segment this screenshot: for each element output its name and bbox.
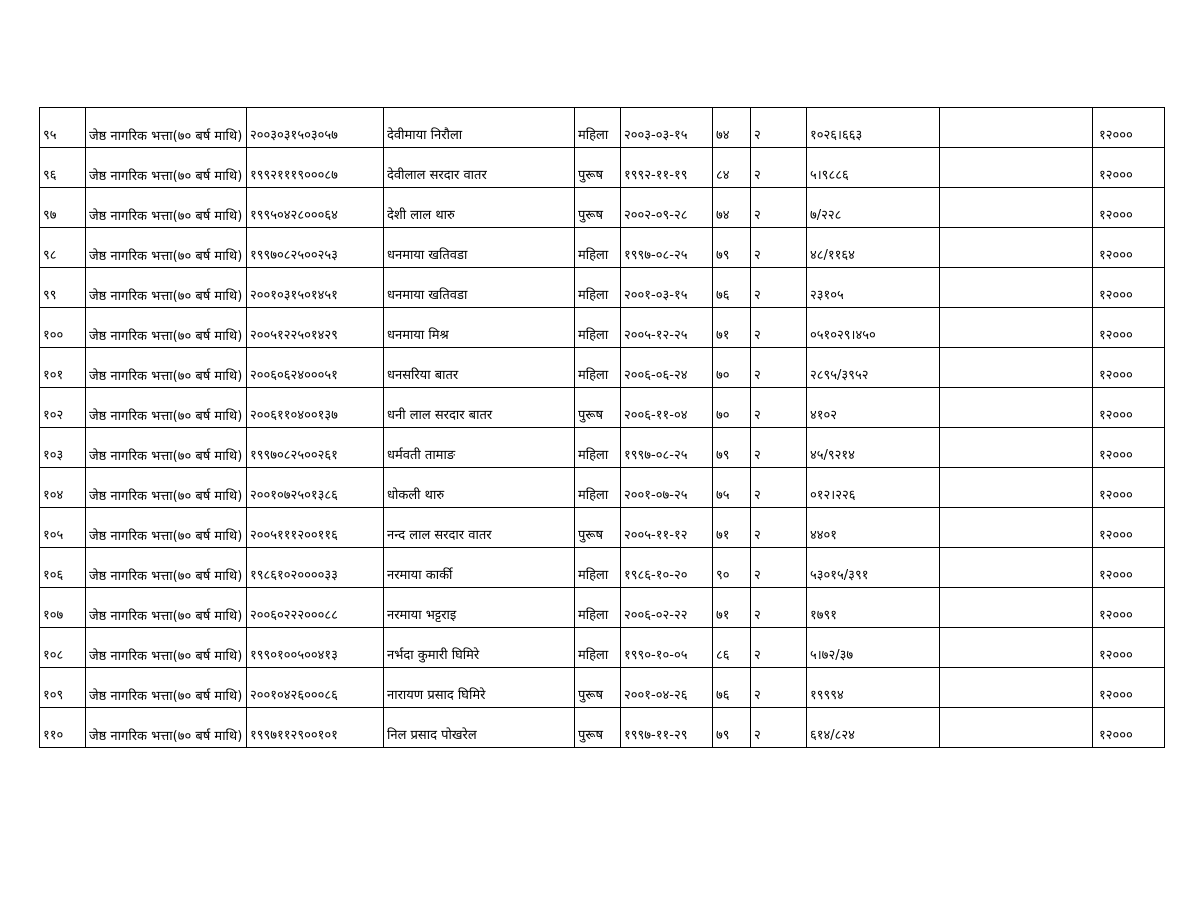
serial-number-cell: १०० (40, 308, 86, 348)
gender-cell: महिला (575, 468, 621, 508)
remarks-cell (940, 508, 1093, 548)
remarks-cell (940, 348, 1093, 388)
program-cell: जेष्ठ नागरिक भत्ता(७० बर्ष माथि) (86, 108, 247, 148)
table-row (40, 708, 1165, 748)
ward-cell: २ (751, 708, 807, 748)
citizenship-number-cell: ५३०१५/३९१ (807, 548, 940, 588)
amount-cell: १२००० (1093, 588, 1165, 628)
beneficiary-id-cell: १९९०१००५००४१३ (247, 628, 384, 668)
gender-cell: महिला (575, 348, 621, 388)
gender-cell: पुरूष (575, 388, 621, 428)
beneficiary-id-cell: २००६०२२२०००८८ (247, 588, 384, 628)
beneficiary-table (39, 107, 1165, 748)
serial-number-cell: ९८ (40, 228, 86, 268)
age-cell: ७१ (713, 588, 751, 628)
serial-number-cell: १०८ (40, 628, 86, 668)
name-cell: धर्मवती तामाङ (384, 428, 575, 468)
program-cell: जेष्ठ नागरिक भत्ता(७० बर्ष माथि) (86, 508, 247, 548)
age-cell: ७९ (713, 428, 751, 468)
serial-number-cell: १०२ (40, 388, 86, 428)
amount-cell: १२००० (1093, 428, 1165, 468)
table-row (40, 508, 1165, 548)
date-of-birth-cell: २००६-०६-२४ (621, 348, 713, 388)
amount-cell: १२००० (1093, 268, 1165, 308)
age-cell: ७९ (713, 228, 751, 268)
citizenship-number-cell: ७/२२८ (807, 188, 940, 228)
name-cell: नरमाया भट्टराइ (384, 588, 575, 628)
table-row (40, 628, 1165, 668)
name-cell: धोकली थारु (384, 468, 575, 508)
table-row (40, 268, 1165, 308)
amount-cell: १२००० (1093, 548, 1165, 588)
gender-cell: पुरूष (575, 508, 621, 548)
remarks-cell (940, 668, 1093, 708)
remarks-cell (940, 188, 1093, 228)
program-cell: जेष्ठ नागरिक भत्ता(७० बर्ष माथि) (86, 388, 247, 428)
amount-cell: १२००० (1093, 468, 1165, 508)
date-of-birth-cell: २००१-०३-१५ (621, 268, 713, 308)
name-cell: नर्भदा कुमारी घिमिरे (384, 628, 575, 668)
name-cell: धनमाया मिश्र (384, 308, 575, 348)
ward-cell: २ (751, 668, 807, 708)
citizenship-number-cell: १०२६।६६३ (807, 108, 940, 148)
name-cell: निल प्रसाद पोखरेल (384, 708, 575, 748)
age-cell: ७४ (713, 108, 751, 148)
beneficiary-id-cell: २००१०४२६०००८६ (247, 668, 384, 708)
date-of-birth-cell: १९९२-११-१९ (621, 148, 713, 188)
name-cell: नन्द लाल सरदार वातर (384, 508, 575, 548)
table-row (40, 548, 1165, 588)
gender-cell: महिला (575, 108, 621, 148)
ward-cell: २ (751, 188, 807, 228)
ward-cell: २ (751, 428, 807, 468)
beneficiary-id-cell: २००५१११२००११६ (247, 508, 384, 548)
ward-cell: २ (751, 388, 807, 428)
name-cell: देवीलाल सरदार वातर (384, 148, 575, 188)
beneficiary-id-cell: १९९७०८२५००२६१ (247, 428, 384, 468)
serial-number-cell: १०४ (40, 468, 86, 508)
name-cell: धनमाया खतिवडा (384, 268, 575, 308)
gender-cell: पुरूष (575, 668, 621, 708)
remarks-cell (940, 148, 1093, 188)
date-of-birth-cell: १९९०-१०-०५ (621, 628, 713, 668)
amount-cell: १२००० (1093, 668, 1165, 708)
citizenship-number-cell: २३१०५ (807, 268, 940, 308)
date-of-birth-cell: २००६-०२-२२ (621, 588, 713, 628)
ward-cell: २ (751, 548, 807, 588)
remarks-cell (940, 588, 1093, 628)
amount-cell: १२००० (1093, 108, 1165, 148)
gender-cell: पुरूष (575, 148, 621, 188)
age-cell: ७६ (713, 668, 751, 708)
date-of-birth-cell: २००१-०७-२५ (621, 468, 713, 508)
table-row (40, 388, 1165, 428)
program-cell: जेष्ठ नागरिक भत्ता(७० बर्ष माथि) (86, 468, 247, 508)
amount-cell: १२००० (1093, 388, 1165, 428)
table-body (40, 108, 1165, 748)
program-cell: जेष्ठ नागरिक भत्ता(७० बर्ष माथि) (86, 668, 247, 708)
citizenship-number-cell: ०५१०२९।४५० (807, 308, 940, 348)
beneficiary-id-cell: १९९२१११९०००८७ (247, 148, 384, 188)
name-cell: धनमाया खतिवडा (384, 228, 575, 268)
beneficiary-id-cell: २००६११०४००१३७ (247, 388, 384, 428)
amount-cell: १२००० (1093, 308, 1165, 348)
ward-cell: २ (751, 508, 807, 548)
date-of-birth-cell: २००२-०९-२८ (621, 188, 713, 228)
serial-number-cell: ९७ (40, 188, 86, 228)
ward-cell: २ (751, 468, 807, 508)
name-cell: नरमाया कार्की (384, 548, 575, 588)
remarks-cell (940, 308, 1093, 348)
beneficiary-id-cell: १९९७११२९००१०१ (247, 708, 384, 748)
citizenship-number-cell: ४५/९२१४ (807, 428, 940, 468)
remarks-cell (940, 268, 1093, 308)
beneficiary-id-cell: २००६०६२४०००५१ (247, 348, 384, 388)
serial-number-cell: ९५ (40, 108, 86, 148)
age-cell: ८४ (713, 148, 751, 188)
date-of-birth-cell: २००३-०३-१५ (621, 108, 713, 148)
age-cell: ७५ (713, 468, 751, 508)
age-cell: ७९ (713, 708, 751, 748)
remarks-cell (940, 428, 1093, 468)
amount-cell: १२००० (1093, 508, 1165, 548)
date-of-birth-cell: १९९७-०८-२५ (621, 228, 713, 268)
remarks-cell (940, 548, 1093, 588)
citizenship-number-cell: ५।९८८६ (807, 148, 940, 188)
table-row (40, 188, 1165, 228)
remarks-cell (940, 388, 1093, 428)
age-cell: ७६ (713, 268, 751, 308)
gender-cell: पुरूष (575, 708, 621, 748)
name-cell: धनसरिया बातर (384, 348, 575, 388)
table-row (40, 468, 1165, 508)
citizenship-number-cell: ४१०२ (807, 388, 940, 428)
serial-number-cell: ९६ (40, 148, 86, 188)
ward-cell: २ (751, 268, 807, 308)
program-cell: जेष्ठ नागरिक भत्ता(७० बर्ष माथि) (86, 308, 247, 348)
serial-number-cell: १०३ (40, 428, 86, 468)
age-cell: ९० (713, 548, 751, 588)
beneficiary-sheet (39, 107, 1165, 748)
beneficiary-id-cell: २००३०३१५०३०५७ (247, 108, 384, 148)
program-cell: जेष्ठ नागरिक भत्ता(७० बर्ष माथि) (86, 228, 247, 268)
serial-number-cell: ११० (40, 708, 86, 748)
table-row (40, 668, 1165, 708)
program-cell: जेष्ठ नागरिक भत्ता(७० बर्ष माथि) (86, 348, 247, 388)
program-cell: जेष्ठ नागरिक भत्ता(७० बर्ष माथि) (86, 708, 247, 748)
citizenship-number-cell: ०१२।२२६ (807, 468, 940, 508)
beneficiary-id-cell: २००१०७२५०१३८६ (247, 468, 384, 508)
gender-cell: महिला (575, 628, 621, 668)
citizenship-number-cell: २८९५/३९५२ (807, 348, 940, 388)
program-cell: जेष्ठ नागरिक भत्ता(७० बर्ष माथि) (86, 428, 247, 468)
date-of-birth-cell: १९९७-११-२९ (621, 708, 713, 748)
beneficiary-id-cell: १९८६१०२००००३३ (247, 548, 384, 588)
amount-cell: १२००० (1093, 228, 1165, 268)
citizenship-number-cell: ५।७२/३७ (807, 628, 940, 668)
name-cell: देवीमाया निरौला (384, 108, 575, 148)
citizenship-number-cell: ४८/११६४ (807, 228, 940, 268)
amount-cell: १२००० (1093, 628, 1165, 668)
table-row (40, 148, 1165, 188)
table-row (40, 108, 1165, 148)
remarks-cell (940, 628, 1093, 668)
ward-cell: २ (751, 228, 807, 268)
table-row (40, 348, 1165, 388)
remarks-cell (940, 468, 1093, 508)
gender-cell: महिला (575, 548, 621, 588)
serial-number-cell: १०७ (40, 588, 86, 628)
program-cell: जेष्ठ नागरिक भत्ता(७० बर्ष माथि) (86, 148, 247, 188)
remarks-cell (940, 708, 1093, 748)
beneficiary-id-cell: २००५१२२५०१४२९ (247, 308, 384, 348)
name-cell: देशी लाल थारु (384, 188, 575, 228)
beneficiary-id-cell: १९९५०४२८०००६४ (247, 188, 384, 228)
ward-cell: २ (751, 108, 807, 148)
amount-cell: १२००० (1093, 148, 1165, 188)
ward-cell: २ (751, 628, 807, 668)
beneficiary-id-cell: २००१०३१५०१४५१ (247, 268, 384, 308)
citizenship-number-cell: ६१४/८२४ (807, 708, 940, 748)
remarks-cell (940, 228, 1093, 268)
date-of-birth-cell: १९८६-१०-२० (621, 548, 713, 588)
gender-cell: पुरूष (575, 188, 621, 228)
citizenship-number-cell: ४४०१ (807, 508, 940, 548)
age-cell: ८६ (713, 628, 751, 668)
table-row (40, 308, 1165, 348)
gender-cell: महिला (575, 428, 621, 468)
program-cell: जेष्ठ नागरिक भत्ता(७० बर्ष माथि) (86, 588, 247, 628)
program-cell: जेष्ठ नागरिक भत्ता(७० बर्ष माथि) (86, 188, 247, 228)
age-cell: ७१ (713, 308, 751, 348)
gender-cell: महिला (575, 308, 621, 348)
ward-cell: २ (751, 588, 807, 628)
age-cell: ७१ (713, 508, 751, 548)
date-of-birth-cell: १९९७-०८-२५ (621, 428, 713, 468)
table-row (40, 428, 1165, 468)
amount-cell: १२००० (1093, 708, 1165, 748)
program-cell: जेष्ठ नागरिक भत्ता(७० बर्ष माथि) (86, 548, 247, 588)
age-cell: ७० (713, 348, 751, 388)
date-of-birth-cell: २००५-१२-२५ (621, 308, 713, 348)
gender-cell: महिला (575, 588, 621, 628)
beneficiary-id-cell: १९९७०८२५००२५३ (247, 228, 384, 268)
ward-cell: २ (751, 148, 807, 188)
date-of-birth-cell: २००१-०४-२६ (621, 668, 713, 708)
table-row (40, 588, 1165, 628)
table-row (40, 228, 1165, 268)
citizenship-number-cell: १९९९४ (807, 668, 940, 708)
program-cell: जेष्ठ नागरिक भत्ता(७० बर्ष माथि) (86, 628, 247, 668)
citizenship-number-cell: १७९१ (807, 588, 940, 628)
gender-cell: महिला (575, 268, 621, 308)
remarks-cell (940, 108, 1093, 148)
ward-cell: २ (751, 308, 807, 348)
ward-cell: २ (751, 348, 807, 388)
date-of-birth-cell: २००५-११-१२ (621, 508, 713, 548)
name-cell: नारायण प्रसाद घिमिरे (384, 668, 575, 708)
age-cell: ७४ (713, 188, 751, 228)
serial-number-cell: ९९ (40, 268, 86, 308)
amount-cell: १२००० (1093, 348, 1165, 388)
serial-number-cell: १०९ (40, 668, 86, 708)
program-cell: जेष्ठ नागरिक भत्ता(७० बर्ष माथि) (86, 268, 247, 308)
age-cell: ७० (713, 388, 751, 428)
serial-number-cell: १०१ (40, 348, 86, 388)
amount-cell: १२००० (1093, 188, 1165, 228)
serial-number-cell: १०६ (40, 548, 86, 588)
name-cell: धनी लाल सरदार बातर (384, 388, 575, 428)
date-of-birth-cell: २००६-११-०४ (621, 388, 713, 428)
gender-cell: महिला (575, 228, 621, 268)
serial-number-cell: १०५ (40, 508, 86, 548)
